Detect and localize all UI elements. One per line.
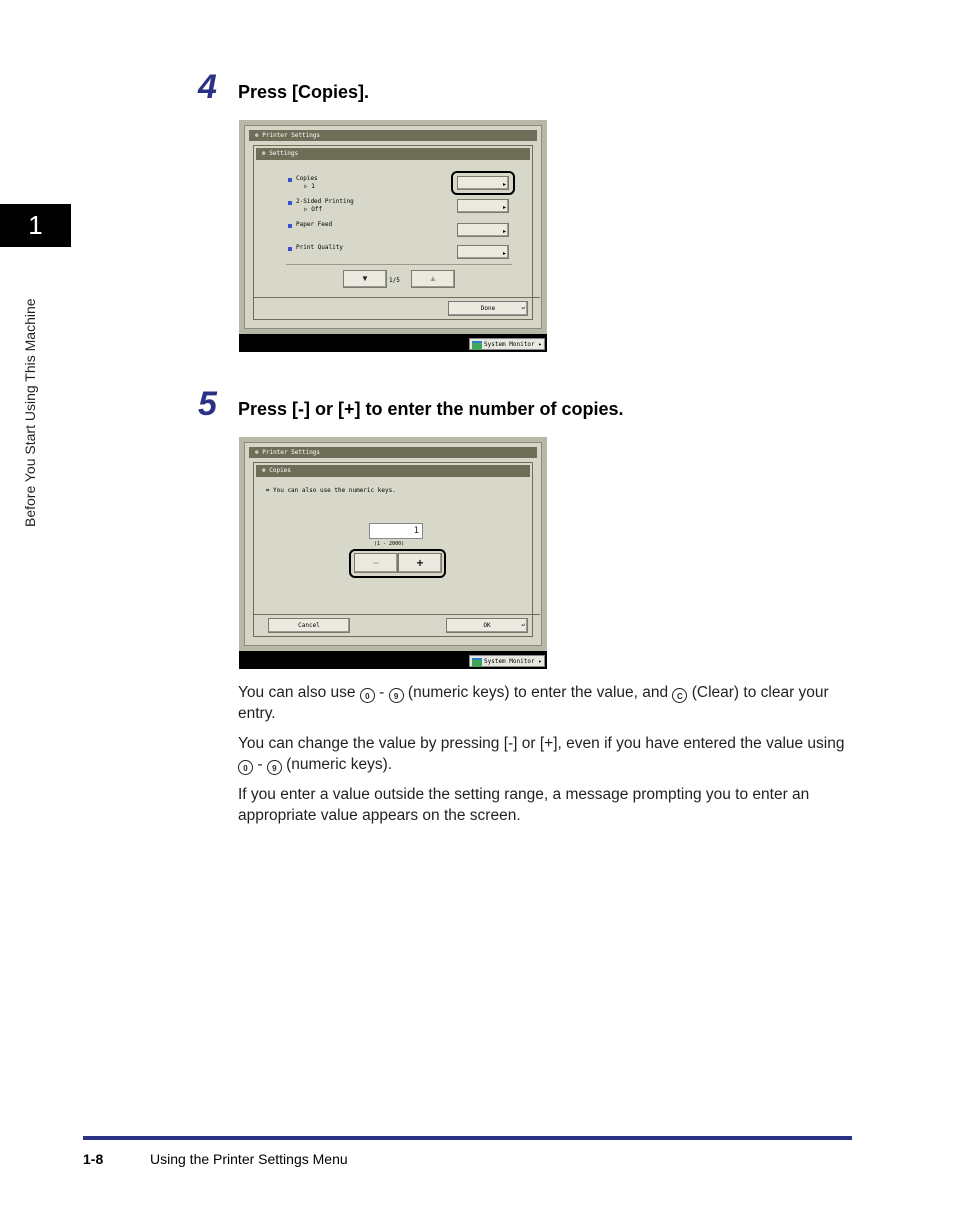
chapter-number: 1 xyxy=(28,210,43,240)
cancel-button[interactable]: Cancel xyxy=(268,618,350,633)
screen-title-bar: ⊛ Printer Settings xyxy=(249,447,537,458)
printer-icon: ⊛ xyxy=(255,132,263,139)
copies-screenshot xyxy=(239,437,547,669)
page-indicator: 1/5 xyxy=(389,277,400,284)
divider xyxy=(286,264,512,265)
key-9-icon: 9 xyxy=(389,688,404,703)
copies-value-field[interactable]: 1 xyxy=(369,523,423,539)
panel-title-bar: ⊛ Copies xyxy=(256,465,530,477)
panel-title-bar: ⊛ Settings xyxy=(256,148,530,160)
bullet-icon xyxy=(288,224,292,228)
chapter-tab xyxy=(0,204,71,247)
status-bar xyxy=(239,651,547,669)
minus-button[interactable]: − xyxy=(354,553,398,573)
highlight-frame xyxy=(451,171,515,195)
setting-label-paper-feed: Paper Feed xyxy=(296,221,333,228)
print-quality-button[interactable]: ▸ xyxy=(457,245,509,259)
printer-icon: ⊛ xyxy=(255,449,263,456)
printer-settings-screenshot xyxy=(239,120,547,352)
paper-feed-button[interactable]: ▸ xyxy=(457,223,509,237)
bullet-icon xyxy=(288,178,292,182)
page-up-button[interactable]: ▲ xyxy=(411,270,455,288)
step-instruction: Press [-] or [+] to enter the number of copies. xyxy=(238,399,624,419)
setting-label-2-sided: 2-Sided Printing xyxy=(296,198,354,205)
copies-button[interactable]: ▸ xyxy=(457,176,509,190)
system-monitor-icon xyxy=(472,658,482,667)
footer-rule xyxy=(83,1136,852,1140)
setting-value-copies: ▷ 1 xyxy=(304,183,315,190)
bullet-icon xyxy=(288,201,292,205)
keypad-icon: ⌗ xyxy=(266,487,273,494)
copies-icon: ⊛ xyxy=(262,467,270,474)
arrow-right-icon: ▸ xyxy=(538,341,542,348)
setting-label-print-quality: Print Quality xyxy=(296,244,343,251)
step-number: 5 xyxy=(198,385,217,423)
hint-text: ⌗ You can also use the numeric keys. xyxy=(266,487,396,494)
status-bar xyxy=(239,334,547,352)
range-text: (1 - 2000) xyxy=(374,541,405,547)
ok-button[interactable]: OK ↵ xyxy=(446,618,528,633)
arrow-right-icon: ▸ xyxy=(538,658,542,665)
system-monitor-button[interactable]: System Monitor ▸ xyxy=(469,338,545,350)
paragraph-out-of-range: If you enter a value outside the setting range, a message prompting you to enter an appropriate value appears on the screen. xyxy=(238,786,810,824)
divider xyxy=(254,297,540,298)
screen-title-bar: ⊛ Printer Settings xyxy=(249,130,537,141)
key-clear-icon: C xyxy=(672,688,687,703)
done-button[interactable]: Done ↵ xyxy=(448,301,528,316)
settings-icon: ⊛ xyxy=(262,150,270,157)
system-monitor-icon xyxy=(472,341,482,350)
step-number: 4 xyxy=(198,68,217,106)
bullet-icon xyxy=(288,247,292,251)
key-9-icon: 9 xyxy=(267,760,282,775)
paragraph-change-value: You can change the value by pressing [-] or [+], even if you have entered the value using 0 - 9 (numeric keys). xyxy=(238,735,845,773)
step-instruction: Press [Copies]. xyxy=(238,82,370,102)
key-0-icon: 0 xyxy=(238,760,253,775)
settings-panel xyxy=(253,145,533,320)
page-number: 1-8 xyxy=(83,1151,104,1167)
plus-button[interactable]: + xyxy=(398,553,442,573)
setting-label-copies: Copies xyxy=(296,175,318,182)
side-chapter-title: Before You Start Using This Machine xyxy=(22,298,38,527)
system-monitor-button[interactable]: System Monitor ▸ xyxy=(469,655,545,667)
paragraph-numeric-keys: You can also use 0 - 9 (numeric keys) to enter the value, and C (Clear) to clear your entry. xyxy=(238,684,829,722)
key-0-icon: 0 xyxy=(360,688,375,703)
copies-panel xyxy=(253,462,533,637)
divider xyxy=(254,614,540,615)
2-sided-printing-button[interactable]: ▸ xyxy=(457,199,509,213)
setting-value-2-sided: ▷ Off xyxy=(304,206,323,213)
page-down-button[interactable]: ▼ xyxy=(343,270,387,288)
footer-section-title: Using the Printer Settings Menu xyxy=(150,1151,348,1167)
